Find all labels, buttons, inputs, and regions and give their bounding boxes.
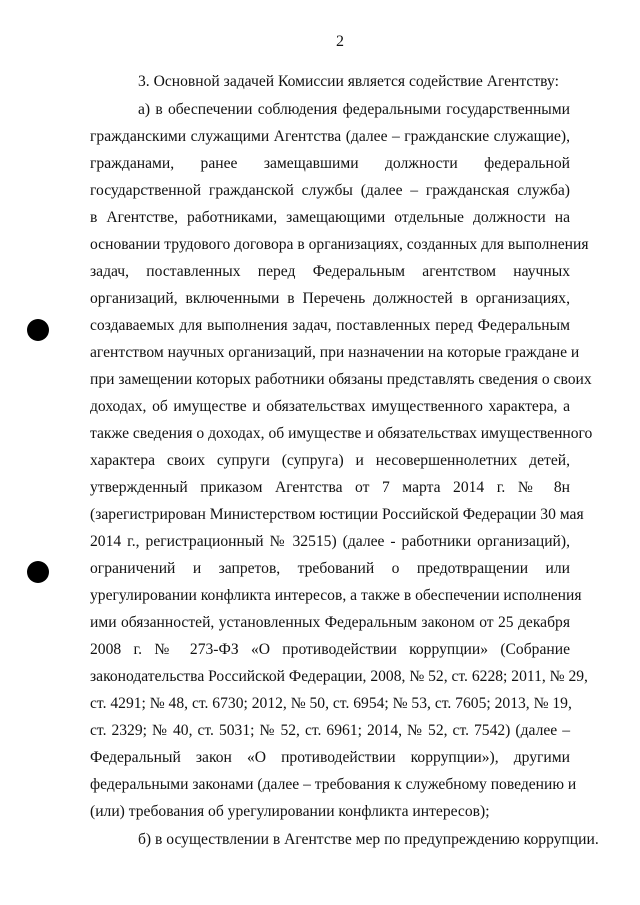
text-line: а) в обеспечении соблюдения федеральными государственными	[138, 101, 570, 118]
text-line: ими обязанностей, установленных Федеральным законом от 25 декабря	[90, 614, 570, 631]
text-line: федеральными законами (далее – требования к служебному поведению и	[90, 776, 577, 793]
text-line: ст. 2329; № 40, ст. 5031; № 52, ст. 6961; 2014, № 52, ст. 7542) (далее –	[90, 722, 570, 739]
text-line: урегулировании конфликта интересов, а также в обеспечении исполнения	[90, 587, 582, 604]
text-line: характера своих супруги (супруга) и несовершеннолетних детей,	[90, 452, 570, 469]
text-line: 3. Основной задачей Комиссии является содействие Агентству:	[138, 73, 559, 90]
text-line: при замещении которых работники обязаны представлять сведения о своих	[90, 371, 592, 388]
text-line: доходах, об имуществе и обязательствах имущественного характера, а	[90, 398, 570, 415]
text-line: также сведения о доходах, об имуществе и обязательствах имущественного	[90, 425, 593, 442]
text-line: Федеральный закон «О противодействии коррупции»), другими	[90, 749, 570, 766]
text-line: ограничений и запретов, требований о предотвращении или	[90, 560, 570, 577]
text-line: (зарегистрирован Министерством юстиции Российской Федерации 30 мая	[90, 506, 584, 523]
text-line: 2014 г., регистрационный № 32515) (далее - работники организаций),	[90, 533, 570, 550]
text-line: основании трудового договора в организациях, созданных для выполнения	[90, 236, 589, 253]
text-line: 2008 г. № 273-ФЗ «О противодействии коррупции» (Собрание	[90, 641, 570, 658]
text-line: гражданскими служащими Агентства (далее – гражданские служащие),	[90, 128, 570, 145]
text-line: б) в осуществлении в Агентстве мер по предупреждению коррупции.	[138, 831, 599, 848]
text-line: создаваемых для выполнения задач, поставленных перед Федеральным	[90, 317, 570, 334]
punch-hole-mark	[27, 319, 49, 341]
text-line: задач, поставленных перед Федеральным агентством научных	[90, 263, 570, 280]
text-line: государственной гражданской службы (далее – гражданская служба)	[90, 182, 570, 199]
punch-hole-mark	[27, 561, 49, 583]
text-line: утвержденный приказом Агентства от 7 марта 2014 г. № 8н	[90, 479, 570, 496]
text-line: ст. 4291; № 48, ст. 6730; 2012, № 50, ст. 6954; № 53, ст. 7605; 2013, № 19,	[90, 695, 572, 712]
text-line: законодательства Российской Федерации, 2008, № 52, ст. 6228; 2011, № 29,	[90, 668, 588, 685]
text-line: (или) требования об урегулировании конфликта интересов);	[90, 803, 490, 820]
page-number: 2	[336, 33, 344, 50]
text-line: агентством научных организаций, при назначении на которые граждане и	[90, 344, 580, 361]
text-line: в Агентстве, работниками, замещающими отдельные должности на	[90, 209, 570, 226]
text-line: гражданами, ранее замещавшими должности федеральной	[90, 155, 570, 172]
text-line: организаций, включенными в Перечень должностей в организациях,	[90, 290, 570, 307]
